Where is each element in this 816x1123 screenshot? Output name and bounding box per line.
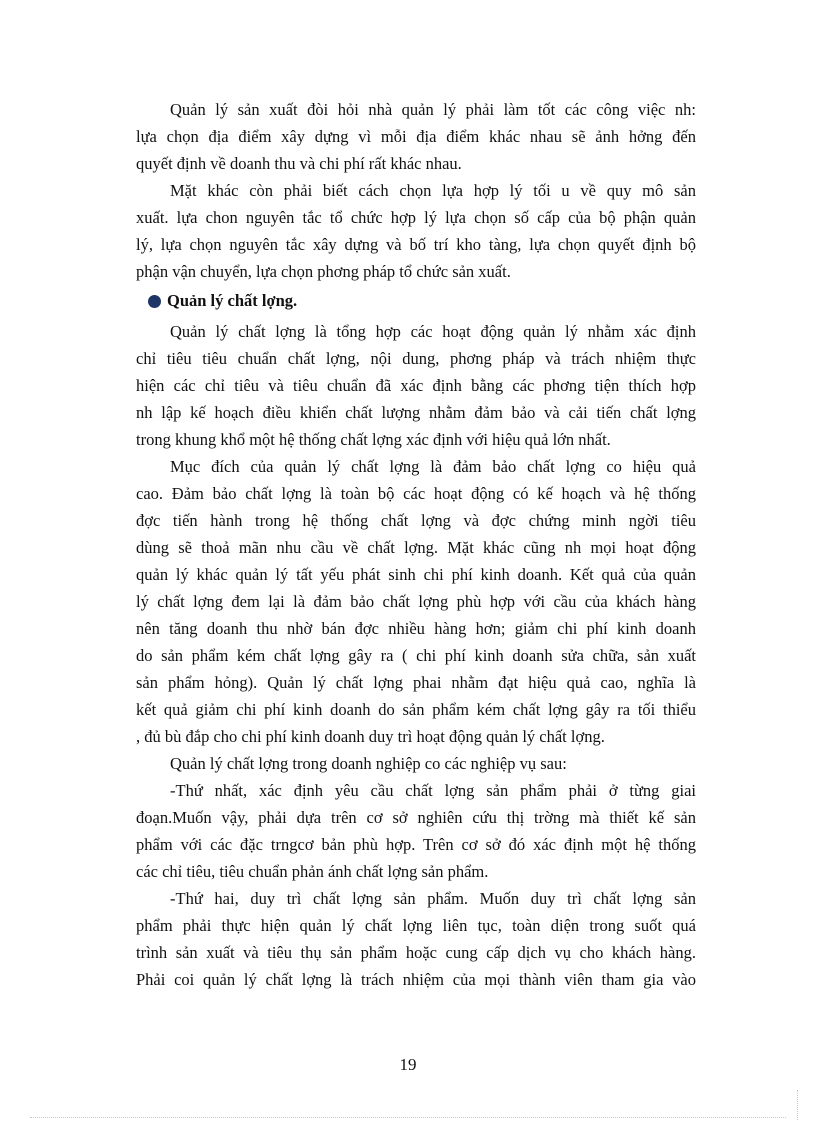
text-line: xuất. lựa chon nguyên tắc tổ chức hợp lý lựa chọn số cấp của bộ phận quản bbox=[136, 208, 696, 227]
text-line: -Thứ nhất, xác định yêu cầu chất lợng sản phẩm phải ở từng giai bbox=[170, 781, 696, 800]
text-line: phẩm với các đặc trngcơ bản phù hợp. Trên cơ sở đó xác định một hệ thống bbox=[136, 835, 696, 854]
text-line: Mặt khác còn phải biết cách chọn lựa hợp lý tối u về quy mô sản bbox=[170, 181, 696, 200]
bullet-icon bbox=[148, 295, 161, 308]
text-line: Quản lý sản xuất đòi hỏi nhà quản lý phải làm tốt các công việc nh: bbox=[170, 100, 696, 119]
text-line: , đủ bù đắp cho chi phí kinh doanh duy trì hoạt động quản lý chất lợng. bbox=[136, 727, 605, 746]
text-line: Quản lý chất lợng là tổng hợp các hoạt động quản lý nhằm xác định bbox=[170, 322, 696, 341]
text-line: do sản phẩm kém chất lợng gây ra ( chi phí kinh doanh sửa chữa, sản xuất bbox=[136, 646, 696, 665]
text-top bbox=[136, 96, 696, 285]
text-line: các chỉ tiêu, tiêu chuẩn phản ánh chất lợng sản phẩm. bbox=[136, 862, 489, 881]
text-line: trong khung khổ một hệ thống chất lợng xác định với hiệu quả lớn nhất. bbox=[136, 430, 611, 449]
text-line: đợc tiến hành trong hệ thống chất lợng và đợc chứng minh ngời tiêu bbox=[136, 511, 696, 530]
heading-text: Quản lý chất lợng. bbox=[167, 291, 298, 310]
text-line: hiện các chỉ tiêu và tiêu chuẩn đã xác định bằng các phơng tiện thích hợp bbox=[136, 376, 696, 395]
side-divider bbox=[797, 1090, 798, 1120]
text-line: phẩm phải thực hiện quản lý chất lợng liên tục, toàn diện trong suốt quá bbox=[136, 916, 696, 935]
text-line: phận vận chuyển, lựa chọn phơng pháp tổ chức sản xuất. bbox=[136, 262, 511, 281]
text-line: quản lý khác quản lý tất yếu phát sinh chi phí kinh doanh. Kết quả của quản bbox=[136, 565, 696, 584]
text-line: sản phẩm hỏng). Quản lý chất lợng phai nhằm đạt hiệu quả cao, nghĩa là bbox=[136, 673, 696, 692]
text-line: nên tăng doanh thu nhờ bán đợc nhiều hàng hơn; giảm chi phí kinh doanh bbox=[136, 619, 696, 638]
text-line: Phải coi quản lý chất lợng là trách nhiệm của mọi thành viên tham gia vào bbox=[136, 970, 696, 989]
text-line: quyết định về doanh thu và chi phí rất khác nhau. bbox=[136, 154, 462, 173]
text-line: đoạn.Muốn vậy, phải dựa trên cơ sở nghiên cứu thị trờng mà thiết kế sản bbox=[136, 808, 696, 827]
text-line: -Thứ hai, duy trì chất lợng sản phẩm. Muốn duy trì chất lợng sản bbox=[170, 889, 696, 908]
paragraph-3 bbox=[136, 318, 696, 453]
text-line: Quản lý chất lợng trong doanh nghiệp co các nghiệp vụ sau: bbox=[170, 754, 567, 773]
section-heading bbox=[148, 291, 297, 311]
text-line: nh lập kế hoạch điều khiển chất lượng nhằm đảm bảo và cải tiến chất lợng bbox=[136, 403, 696, 422]
paragraph-6 bbox=[136, 777, 696, 885]
paragraph-5 bbox=[136, 750, 696, 777]
paragraph-7 bbox=[136, 885, 696, 993]
text-line: Mục đích của quản lý chất lợng là đảm bảo chất lợng co hiệu quả bbox=[170, 457, 696, 476]
text-line: cao. Đảm bảo chất lợng là toàn bộ các hoạt động có kế hoạch và hệ thống bbox=[136, 484, 696, 503]
paragraph-4 bbox=[136, 453, 696, 750]
text-bottom bbox=[136, 318, 696, 993]
text-line: chỉ tiêu tiêu chuẩn chất lợng, nội dung, phơng pháp và trách nhiệm thực bbox=[136, 349, 696, 368]
footer-divider bbox=[30, 1117, 786, 1118]
paragraph-2 bbox=[136, 177, 696, 285]
text-line: lý chất lợng đem lại là đảm bảo chất lợng phù hợp với cầu của khách hàng bbox=[136, 592, 696, 611]
page-number: 19 bbox=[399, 1055, 417, 1074]
paragraph-1 bbox=[136, 96, 696, 177]
text-line: trình sản xuất và tiêu thụ sản phẩm hoặc cung cấp dịch vụ cho khách hàng. bbox=[136, 943, 696, 962]
text-line: dùng sẽ thoả mãn nhu cầu về chất lợng. Mặt khác cũng nh mọi hoạt động bbox=[136, 538, 696, 557]
text-line: lựa chọn địa điểm xây dựng vì mỗi địa điểm khác nhau sẽ ảnh hởng đến bbox=[136, 127, 696, 146]
text-line: lý, lựa chọn nguyên tắc xây dựng và bố trí kho tàng, lựa chọn quyết định bộ bbox=[136, 235, 696, 254]
text-line: kết quả giảm chi phí kinh doanh do sản phẩm kém chất lợng gây ra tối thiểu bbox=[136, 700, 696, 719]
